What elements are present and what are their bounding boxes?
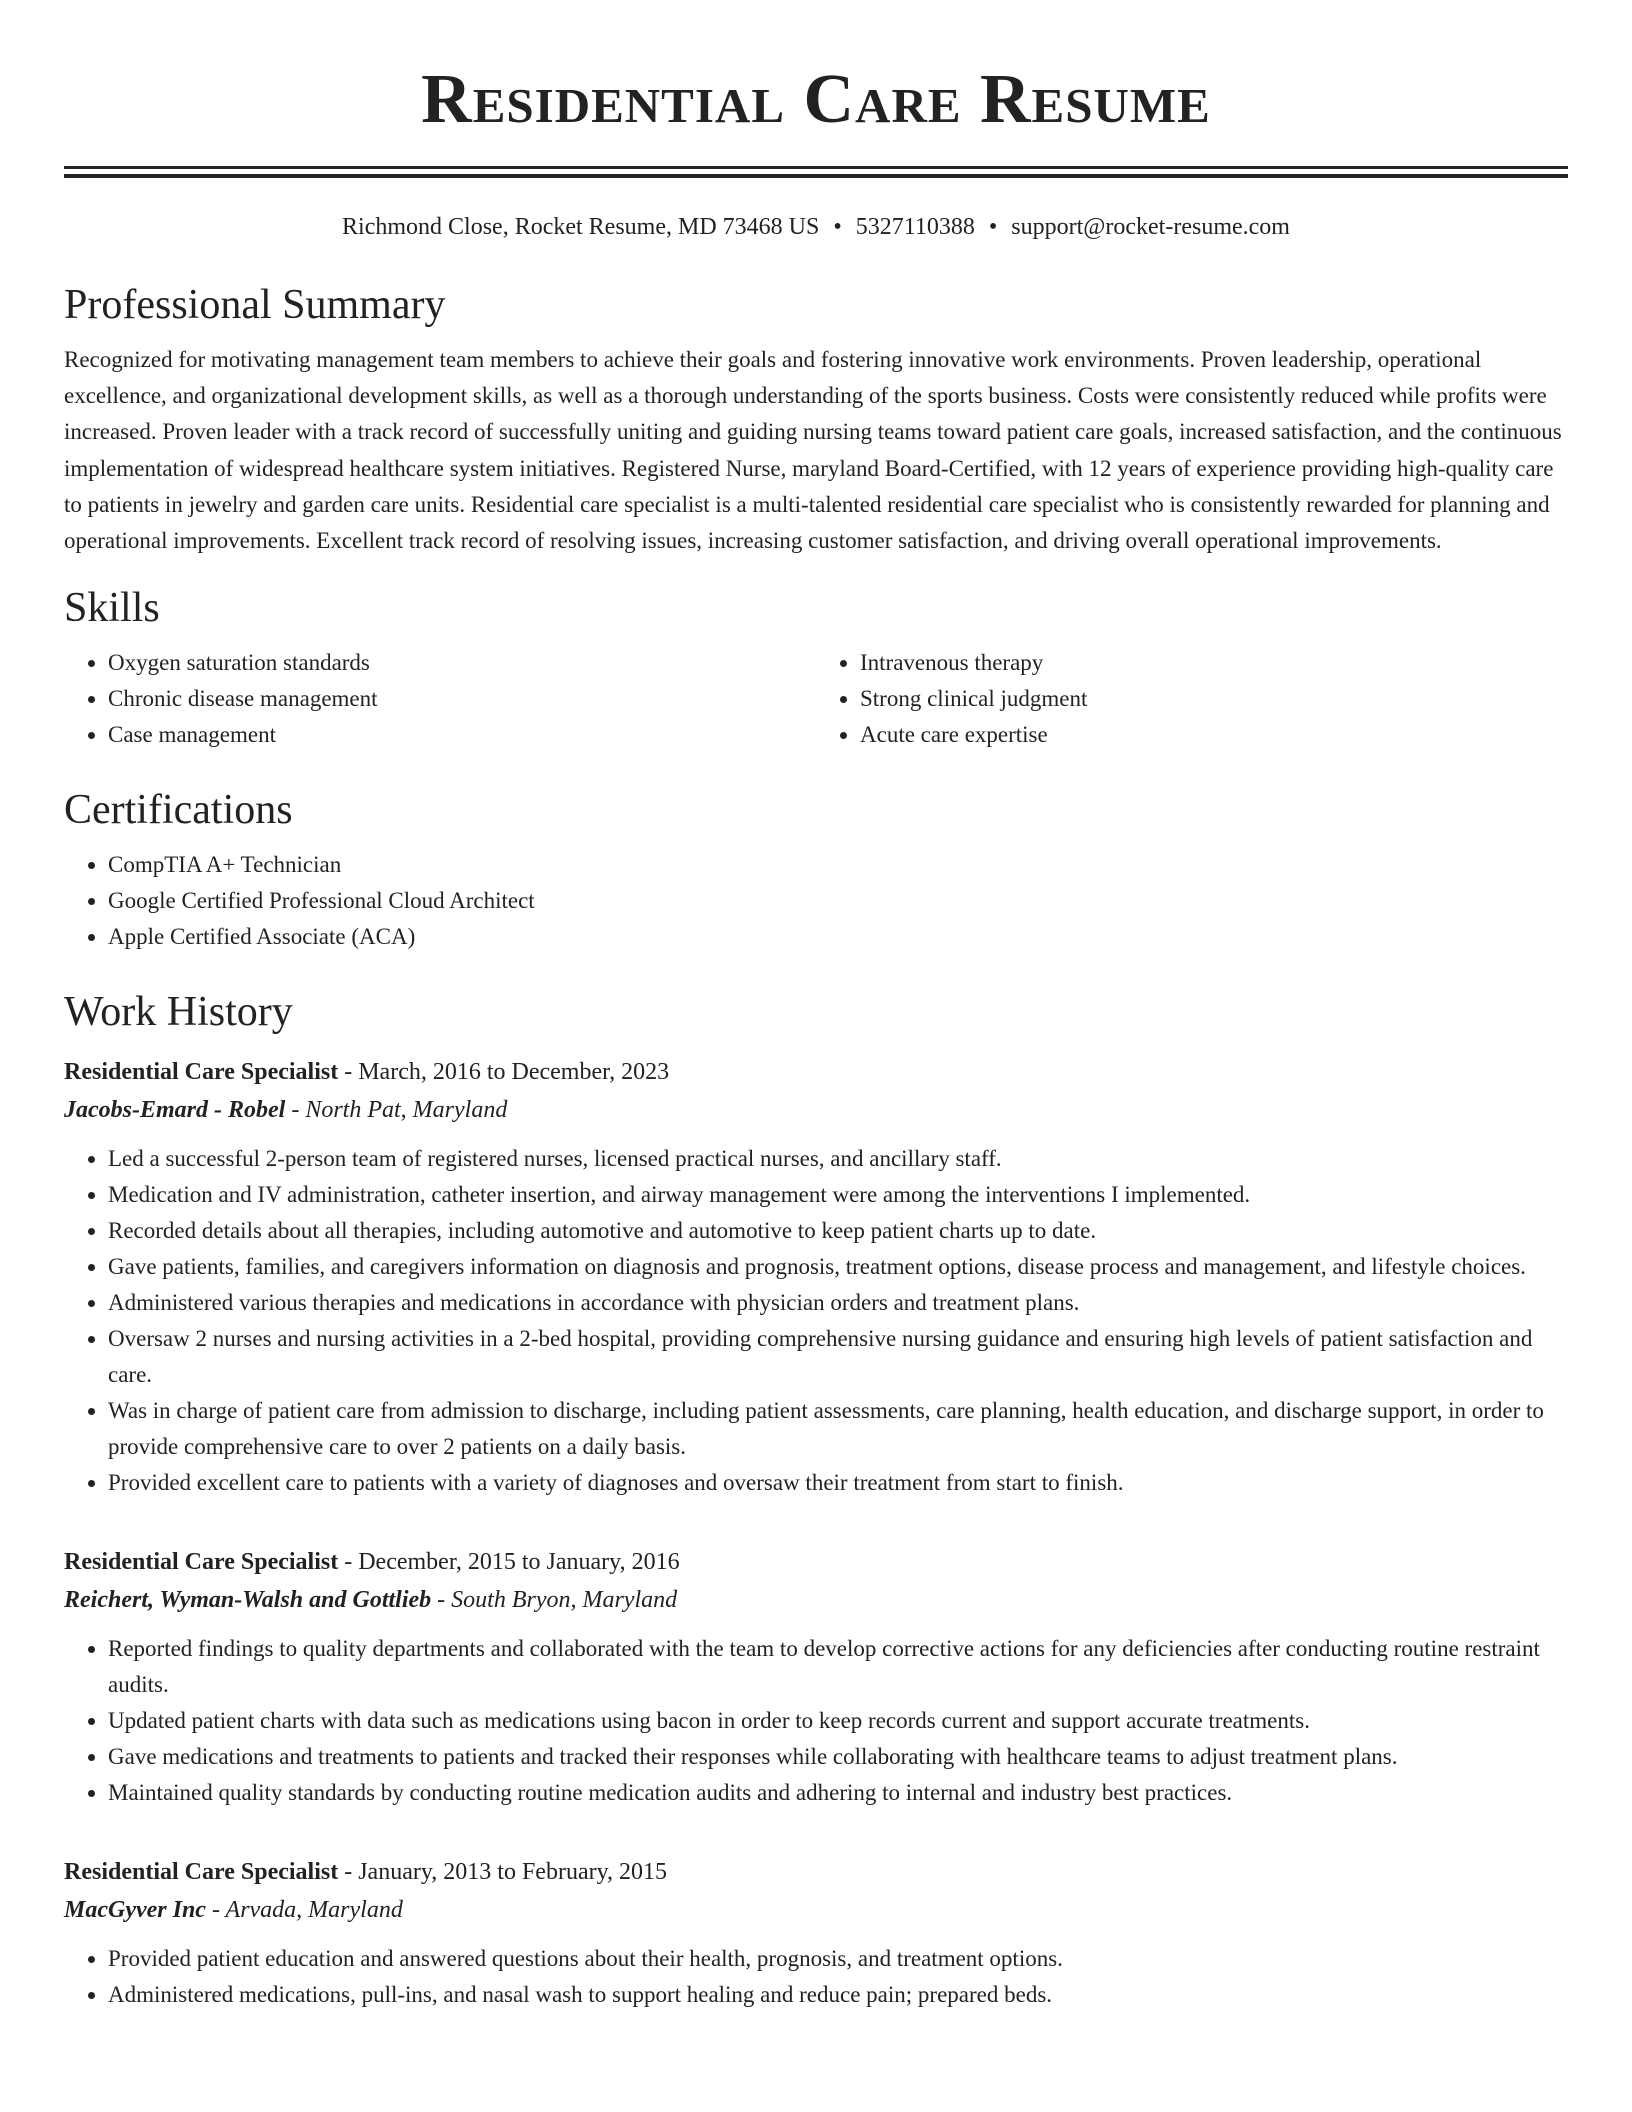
job-duty-item: • Administered various therapies and medications in accordance with physician orders and treatment plans. xyxy=(108,1285,1568,1321)
contact-address: Richmond Close, Rocket Resume, MD 73468 US xyxy=(342,214,820,240)
job-location: - South Bryon, Maryland xyxy=(431,1587,678,1614)
certification-item: • Google Certified Professional Cloud Architect xyxy=(108,883,1568,919)
job-company: Jacobs-Emard - Robel xyxy=(64,1097,286,1124)
job-title-line xyxy=(64,1543,1568,1581)
job-company-line xyxy=(64,1891,1568,1929)
title-double-rule xyxy=(64,166,1568,178)
job-location: - Arvada, Maryland xyxy=(205,1897,403,1924)
job-dates: - March, 2016 to December, 2023 xyxy=(338,1059,670,1086)
job-duty-item: • Gave medications and treatments to patients and tracked their responses while collaborating with healthcare teams to adjust treatment plans. xyxy=(108,1739,1568,1775)
job-duty-item: • Gave patients, families, and caregivers information on diagnosis and prognosis, treatment options, disease process and management, and lifestyle choices. xyxy=(108,1249,1568,1285)
job-dates: - December, 2015 to January, 2016 xyxy=(338,1549,680,1576)
job-company-line xyxy=(64,1581,1568,1619)
skills-heading: Skills xyxy=(64,585,160,632)
job-duty-item: • Maintained quality standards by conducting routine medication audits and adhering to internal and industry best practices. xyxy=(108,1775,1568,1811)
job-title: Residential Care Specialist xyxy=(64,1859,339,1886)
skill-item: • Chronic disease management xyxy=(108,681,816,717)
job-entry xyxy=(64,1853,1568,2013)
work-history-heading: Work History xyxy=(64,989,293,1036)
job-company: MacGyver Inc xyxy=(64,1897,206,1924)
job-location: - North Pat, Maryland xyxy=(285,1097,508,1124)
skills-list-right xyxy=(816,645,1568,753)
contact-separator: • xyxy=(833,214,842,240)
job-duty-item: • Recorded details about all therapies, including automotive and automotive to keep patient charts up to date. xyxy=(108,1213,1568,1249)
contact-line xyxy=(64,212,1568,242)
job-duty-item: • Medication and IV administration, catheter insertion, and airway management were among the interventions I implemented. xyxy=(108,1177,1568,1213)
certification-item: • Apple Certified Associate (ACA) xyxy=(108,919,1568,955)
resume-title: Residential Care Resume xyxy=(421,61,1211,138)
job-duty-item: • Oversaw 2 nurses and nursing activities in a 2-bed hospital, providing comprehensive nursing guidance and ensuring high levels of patient satisfaction and care. xyxy=(108,1321,1568,1393)
skill-item: • Strong clinical judgment xyxy=(860,681,1568,717)
certifications-heading: Certifications xyxy=(64,787,293,834)
job-duty-item: • Led a successful 2-person team of registered nurses, licensed practical nurses, and ancillary staff. xyxy=(108,1141,1568,1177)
job-duties-list xyxy=(64,1631,1568,1811)
contact-separator: • xyxy=(988,214,998,240)
job-title: Residential Care Specialist xyxy=(64,1549,339,1576)
skill-item: • Intravenous therapy xyxy=(860,645,1568,681)
skills-list-left xyxy=(64,645,816,753)
certification-item: • CompTIA A+ Technician xyxy=(108,847,1568,883)
certifications-list xyxy=(64,847,1568,955)
job-duties-list xyxy=(64,1941,1568,2013)
skill-item: • Oxygen saturation standards xyxy=(108,645,816,681)
job-duty-item: • Reported findings to quality departments and collaborated with the team to develop corrective actions for any deficiencies after conducting routine restraint audits. xyxy=(108,1631,1568,1703)
job-duty-item: • Administered medications, pull-ins, and nasal wash to support healing and reduce pain; prepared beds. xyxy=(108,1977,1568,2013)
skill-item: • Case management xyxy=(108,717,816,753)
summary-heading: Professional Summary xyxy=(64,282,446,328)
contact-email: support@rocket-resume.com xyxy=(1011,214,1290,240)
summary-text: Recognized for motivating management team members to achieve their goals and fostering innovative work environments. Proven leadership, operational excellence, and organizational development skills, as well as a thorough understanding of the sports business. Costs were consistently reduced while profits were increased. Proven leader with a track record of successfully uniting and guiding nursing teams toward patient care goals, increased satisfaction, and the continuous implementation of widespread healthcare system initiatives. Registered Nurse, maryland Board-Certified, with 12 years of experience providing high-quality care to patients in jewelry and garden care units. Residential care specialist is a multi-talented residential care specialist who is consistently rewarded for planning and operational improvements. Excellent track record of resolving issues, increasing customer satisfaction, and driving overall operational improvements. xyxy=(64,347,1562,554)
job-company: Reichert, Wyman-Walsh and Gottlieb xyxy=(64,1587,432,1614)
job-duty-item: • Updated patient charts with data such as medications using bacon in order to keep records current and support accurate treatments. xyxy=(108,1703,1568,1739)
skills-grid xyxy=(64,645,1568,753)
job-duties-list xyxy=(64,1141,1568,1501)
job-duty-item: • Provided excellent care to patients with a variety of diagnoses and oversaw their treatment from start to finish. xyxy=(108,1465,1568,1501)
job-company-line xyxy=(64,1091,1568,1129)
job-title: Residential Care Specialist xyxy=(64,1059,339,1086)
job-duty-item: • Provided patient education and answered questions about their health, prognosis, and treatment options. xyxy=(108,1941,1568,1977)
contact-phone: 5327110388 xyxy=(855,214,975,240)
skill-item: • Acute care expertise xyxy=(860,717,1568,753)
job-dates: - January, 2013 to February, 2015 xyxy=(338,1859,668,1886)
job-title-line xyxy=(64,1853,1568,1891)
job-entry xyxy=(64,1053,1568,1501)
job-duty-item: • Was in charge of patient care from admission to discharge, including patient assessments, care planning, health education, and discharge support, in order to provide comprehensive care to over 2 patients on a daily basis. xyxy=(108,1393,1568,1465)
job-title-line xyxy=(64,1053,1568,1091)
job-entry xyxy=(64,1543,1568,1811)
